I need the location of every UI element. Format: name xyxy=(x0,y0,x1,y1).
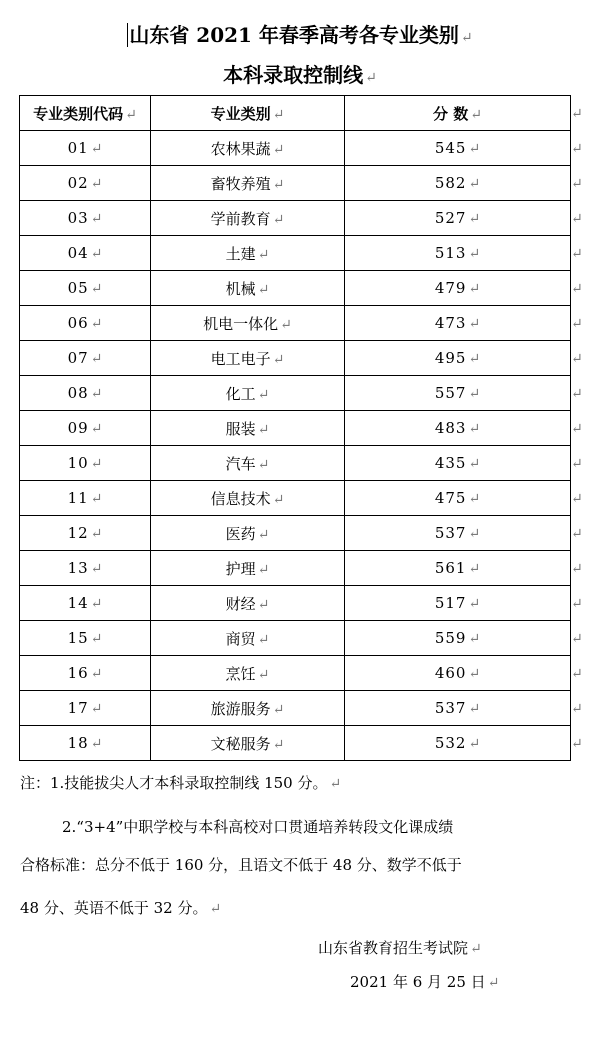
row-end-mark xyxy=(571,166,584,201)
cell-category xyxy=(151,271,345,306)
paragraph-mark-icon: ↵ xyxy=(571,316,583,332)
paragraph-mark-icon: ↵ xyxy=(470,106,482,123)
paragraph-mark-icon: ↵ xyxy=(571,211,583,227)
cell-code-text: 16 xyxy=(67,664,89,682)
paragraph-mark-icon: ↵ xyxy=(468,141,481,157)
paragraph-mark-icon: ↵ xyxy=(257,386,270,403)
issuer-name: 山东省教育招生考试院 xyxy=(318,939,469,957)
cell-code-text: 13 xyxy=(67,559,89,577)
cell-category-text: 旅游服务 xyxy=(210,699,271,718)
cell-score-text: 513 xyxy=(434,244,467,262)
row-end-mark xyxy=(571,516,584,551)
table-row xyxy=(20,131,584,166)
cell-code-text: 05 xyxy=(67,279,89,297)
paragraph-mark-icon: ↵ xyxy=(571,106,583,122)
cell-code-text: 02 xyxy=(67,174,89,192)
table-header-row xyxy=(20,96,584,131)
header-code-label: 专业类别代码 xyxy=(33,104,124,123)
cell-code xyxy=(20,726,151,761)
paragraph-mark-icon: ↵ xyxy=(257,561,270,578)
cell-code xyxy=(20,516,151,551)
paragraph-mark-icon: ↵ xyxy=(90,246,103,262)
cell-category xyxy=(151,481,345,516)
row-end-mark xyxy=(571,446,584,481)
cell-category xyxy=(151,341,345,376)
row-end-mark xyxy=(571,96,584,131)
paragraph-mark-icon: ↵ xyxy=(257,456,270,473)
paragraph-mark-icon: ↵ xyxy=(257,281,270,298)
table-row xyxy=(20,446,584,481)
row-end-mark xyxy=(571,131,584,166)
table-row xyxy=(20,166,584,201)
cell-category-text: 商贸 xyxy=(225,629,256,648)
cell-code-text: 18 xyxy=(67,734,89,752)
cell-code-text: 11 xyxy=(67,489,89,507)
cell-code xyxy=(20,271,151,306)
cell-score-text: 435 xyxy=(434,454,467,472)
note-line-4 xyxy=(20,898,585,919)
cell-category-text: 农林果蔬 xyxy=(210,139,271,158)
paragraph-mark-icon: ↵ xyxy=(90,631,103,647)
paragraph-mark-icon: ↵ xyxy=(257,526,270,543)
document-title-line-1 xyxy=(0,20,600,53)
cell-score-text: 532 xyxy=(434,734,467,752)
paragraph-mark-icon: ↵ xyxy=(468,526,481,542)
note-line-3 xyxy=(20,855,585,875)
score-table-container xyxy=(19,95,583,761)
cell-code xyxy=(20,621,151,656)
issue-date xyxy=(350,972,499,993)
cell-code xyxy=(20,446,151,481)
paragraph-mark-icon: ↵ xyxy=(571,701,583,717)
paragraph-mark-icon: ↵ xyxy=(90,456,103,472)
cell-code-text: 15 xyxy=(67,629,89,647)
title-line-2-text: 本科录取控制线 xyxy=(223,63,364,87)
cell-score-text: 517 xyxy=(434,594,467,612)
cell-code-text: 03 xyxy=(67,209,89,227)
cell-category xyxy=(151,691,345,726)
cell-category xyxy=(151,621,345,656)
cell-code-text: 01 xyxy=(67,139,89,157)
header-category xyxy=(151,96,345,131)
cell-code-text: 14 xyxy=(67,594,89,612)
note-line-1 xyxy=(20,773,585,794)
paragraph-mark-icon: ↵ xyxy=(257,666,270,683)
paragraph-mark-icon: ↵ xyxy=(468,491,481,507)
paragraph-mark-icon: ↵ xyxy=(468,596,481,612)
cell-code xyxy=(20,201,151,236)
cell-score xyxy=(345,166,571,201)
paragraph-mark-icon: ↵ xyxy=(90,351,103,367)
paragraph-mark-icon: ↵ xyxy=(90,561,103,577)
table-row xyxy=(20,411,584,446)
cell-code-text: 07 xyxy=(67,349,89,367)
cell-category xyxy=(151,726,345,761)
cell-score xyxy=(345,621,571,656)
cell-category xyxy=(151,446,345,481)
row-end-mark xyxy=(571,236,584,271)
header-score-label: 分 数 xyxy=(433,104,469,123)
table-row xyxy=(20,691,584,726)
cell-score xyxy=(345,411,571,446)
paragraph-mark-icon: ↵ xyxy=(571,141,583,157)
cell-category xyxy=(151,411,345,446)
row-end-mark xyxy=(571,306,584,341)
paragraph-mark-icon: ↵ xyxy=(468,701,481,717)
issuer-signature xyxy=(318,938,482,959)
paragraph-mark-icon: ↵ xyxy=(468,316,481,332)
paragraph-mark-icon: ↵ xyxy=(571,421,583,437)
cell-category xyxy=(151,586,345,621)
paragraph-mark-icon: ↵ xyxy=(468,176,481,192)
cell-category-text: 机械 xyxy=(225,279,256,298)
row-end-mark xyxy=(571,481,584,516)
cell-category-text: 汽车 xyxy=(225,454,256,473)
note-line-3-text: 合格标准：总分不低于 160 分，且语文不低于 48 分、数学不低于 xyxy=(20,856,462,874)
paragraph-mark-icon: ↵ xyxy=(468,281,481,297)
cell-category-text: 服装 xyxy=(225,419,256,438)
cell-score-text: 483 xyxy=(434,419,467,437)
row-end-mark xyxy=(571,341,584,376)
cell-score-text: 582 xyxy=(434,174,467,192)
paragraph-mark-icon: ↵ xyxy=(272,351,285,368)
cell-score xyxy=(345,516,571,551)
cell-category-text: 土建 xyxy=(225,244,256,263)
cell-score xyxy=(345,551,571,586)
paragraph-mark-icon: ↵ xyxy=(257,596,270,613)
paragraph-mark-icon: ↵ xyxy=(468,386,481,402)
cell-score xyxy=(345,726,571,761)
paragraph-mark-icon: ↵ xyxy=(487,975,500,991)
cell-score-text: 495 xyxy=(434,349,467,367)
note-line-2 xyxy=(20,817,585,837)
paragraph-mark-icon: ↵ xyxy=(468,211,481,227)
paragraph-mark-icon: ↵ xyxy=(125,106,137,123)
table-row xyxy=(20,551,584,586)
table-row xyxy=(20,481,584,516)
paragraph-mark-icon: ↵ xyxy=(571,351,583,367)
paragraph-mark-icon: ↵ xyxy=(571,561,583,577)
cell-score-text: 545 xyxy=(434,139,467,157)
header-score xyxy=(345,96,571,131)
cell-score-text: 537 xyxy=(434,699,467,717)
cell-score xyxy=(345,306,571,341)
paragraph-mark-icon: ↵ xyxy=(571,386,583,402)
paragraph-mark-icon: ↵ xyxy=(571,246,583,262)
cell-category-text: 医药 xyxy=(225,524,256,543)
paragraph-mark-icon: ↵ xyxy=(468,246,481,262)
cell-category-text: 财经 xyxy=(225,594,256,613)
note-line-2-text: 2.“3+4”中职学校与本科高校对口贯通培养转段文化课成绩 xyxy=(62,818,454,836)
table-row xyxy=(20,341,584,376)
paragraph-mark-icon: ↵ xyxy=(468,456,481,472)
cell-category xyxy=(151,166,345,201)
cell-score-text: 473 xyxy=(434,314,467,332)
cell-code-text: 17 xyxy=(67,699,89,717)
paragraph-mark-icon: ↵ xyxy=(468,736,481,752)
paragraph-mark-icon: ↵ xyxy=(468,421,481,437)
paragraph-mark-icon: ↵ xyxy=(571,631,583,647)
cell-code xyxy=(20,586,151,621)
paragraph-mark-icon: ↵ xyxy=(272,141,285,158)
table-row xyxy=(20,726,584,761)
row-end-mark xyxy=(571,621,584,656)
cell-category xyxy=(151,306,345,341)
cell-category-text: 电工电子 xyxy=(210,349,271,368)
cell-score xyxy=(345,271,571,306)
cell-score-text: 460 xyxy=(434,664,467,682)
cell-category xyxy=(151,131,345,166)
table-row xyxy=(20,376,584,411)
cell-score xyxy=(345,586,571,621)
paragraph-mark-icon: ↵ xyxy=(90,176,103,192)
paragraph-mark-icon: ↵ xyxy=(257,631,270,648)
paragraph-mark-icon: ↵ xyxy=(470,941,482,957)
row-end-mark xyxy=(571,271,584,306)
paragraph-mark-icon: ↵ xyxy=(468,631,481,647)
table-row xyxy=(20,656,584,691)
cell-code xyxy=(20,166,151,201)
paragraph-mark-icon: ↵ xyxy=(329,776,342,792)
cell-score-text: 475 xyxy=(434,489,467,507)
paragraph-mark-icon: ↵ xyxy=(571,491,583,507)
cell-category-text: 畜牧养殖 xyxy=(210,174,271,193)
paragraph-mark-icon: ↵ xyxy=(90,281,103,297)
cell-score xyxy=(345,446,571,481)
row-end-mark xyxy=(571,586,584,621)
paragraph-mark-icon: ↵ xyxy=(90,211,103,227)
paragraph-mark-icon: ↵ xyxy=(90,386,103,402)
cell-score-text: 557 xyxy=(434,384,467,402)
cell-score xyxy=(345,131,571,166)
cell-code xyxy=(20,236,151,271)
paragraph-mark-icon: ↵ xyxy=(272,176,285,193)
issue-date-text: 2021 年 6 月 25 日 xyxy=(350,973,486,991)
table-row xyxy=(20,621,584,656)
score-table xyxy=(19,95,584,761)
cell-code xyxy=(20,691,151,726)
cell-category-text: 烹饪 xyxy=(225,664,256,683)
cell-score xyxy=(345,201,571,236)
paragraph-mark-icon: ↵ xyxy=(90,701,103,717)
cell-code xyxy=(20,551,151,586)
paragraph-mark-icon: ↵ xyxy=(280,316,292,333)
cell-category-text: 学前教育 xyxy=(210,209,271,228)
row-end-mark xyxy=(571,551,584,586)
table-body xyxy=(20,131,584,761)
note-line-4-text: 48 分、英语不低于 32 分。 xyxy=(20,899,208,917)
paragraph-mark-icon: ↵ xyxy=(468,351,481,367)
cell-code xyxy=(20,376,151,411)
cell-score-text: 479 xyxy=(434,279,467,297)
cell-score-text: 537 xyxy=(434,524,467,542)
cell-score xyxy=(345,656,571,691)
paragraph-mark-icon: ↵ xyxy=(365,70,377,86)
paragraph-mark-icon: ↵ xyxy=(571,526,583,542)
cell-category-text: 机电一体化 xyxy=(203,314,279,333)
cell-category-text: 化工 xyxy=(225,384,256,403)
paragraph-mark-icon: ↵ xyxy=(90,421,103,437)
table-row xyxy=(20,306,584,341)
paragraph-mark-icon: ↵ xyxy=(272,211,285,228)
cell-code-text: 08 xyxy=(67,384,89,402)
title-line-1-text: 山东省 2021 年春季高考各专业类别 xyxy=(129,23,459,47)
paragraph-mark-icon: ↵ xyxy=(90,596,103,612)
cell-category-text: 文秘服务 xyxy=(210,734,271,753)
paragraph-mark-icon: ↵ xyxy=(90,666,103,682)
row-end-mark xyxy=(571,656,584,691)
paragraph-mark-icon: ↵ xyxy=(571,596,583,612)
cell-category-text: 护理 xyxy=(225,559,256,578)
paragraph-mark-icon: ↵ xyxy=(272,106,285,123)
paragraph-mark-icon: ↵ xyxy=(571,176,583,192)
row-end-mark xyxy=(571,726,584,761)
paragraph-mark-icon: ↵ xyxy=(90,736,103,752)
paragraph-mark-icon: ↵ xyxy=(272,736,285,753)
cell-category xyxy=(151,376,345,411)
row-end-mark xyxy=(571,411,584,446)
paragraph-mark-icon: ↵ xyxy=(90,491,103,507)
paragraph-mark-icon: ↵ xyxy=(209,901,222,917)
header-category-label: 专业类别 xyxy=(210,104,271,123)
cell-category xyxy=(151,201,345,236)
table-row xyxy=(20,271,584,306)
cell-category xyxy=(151,236,345,271)
cell-code-text: 10 xyxy=(67,454,89,472)
cell-score xyxy=(345,376,571,411)
paragraph-mark-icon: ↵ xyxy=(468,561,481,577)
table-row xyxy=(20,201,584,236)
row-end-mark xyxy=(571,691,584,726)
cell-code xyxy=(20,341,151,376)
cell-score xyxy=(345,481,571,516)
paragraph-mark-icon: ↵ xyxy=(571,456,583,472)
paragraph-mark-icon: ↵ xyxy=(90,316,103,332)
cell-score xyxy=(345,341,571,376)
paragraph-mark-icon: ↵ xyxy=(90,526,103,542)
cell-score xyxy=(345,691,571,726)
paragraph-mark-icon: ↵ xyxy=(571,736,583,752)
cell-category xyxy=(151,656,345,691)
cell-code xyxy=(20,306,151,341)
paragraph-mark-icon: ↵ xyxy=(571,666,583,682)
row-end-mark xyxy=(571,201,584,236)
cell-code-text: 09 xyxy=(67,419,89,437)
document-title-line-2 xyxy=(0,60,600,93)
paragraph-mark-icon: ↵ xyxy=(460,30,473,46)
paragraph-mark-icon: ↵ xyxy=(468,666,481,682)
cell-score xyxy=(345,236,571,271)
table-row xyxy=(20,516,584,551)
cell-category xyxy=(151,551,345,586)
cell-code-text: 12 xyxy=(67,524,89,542)
note-line-1-text: 注：1.技能拔尖人才本科录取控制线 150 分。 xyxy=(20,774,328,792)
paragraph-mark-icon: ↵ xyxy=(257,246,270,263)
paragraph-mark-icon: ↵ xyxy=(571,281,583,297)
cell-category xyxy=(151,516,345,551)
cell-score-text: 559 xyxy=(434,629,467,647)
paragraph-mark-icon: ↵ xyxy=(257,421,270,438)
paragraph-mark-icon: ↵ xyxy=(90,141,103,157)
cell-category-text: 信息技术 xyxy=(210,489,271,508)
cell-score-text: 527 xyxy=(434,209,467,227)
row-end-mark xyxy=(571,376,584,411)
table-row xyxy=(20,586,584,621)
cell-code xyxy=(20,411,151,446)
cell-code-text: 06 xyxy=(67,314,89,332)
header-code xyxy=(20,96,151,131)
cell-code xyxy=(20,656,151,691)
cell-code-text: 04 xyxy=(67,244,89,262)
paragraph-mark-icon: ↵ xyxy=(272,701,285,718)
paragraph-mark-icon: ↵ xyxy=(272,491,285,508)
cell-score-text: 561 xyxy=(434,559,467,577)
cell-code xyxy=(20,131,151,166)
cell-code xyxy=(20,481,151,516)
table-row xyxy=(20,236,584,271)
